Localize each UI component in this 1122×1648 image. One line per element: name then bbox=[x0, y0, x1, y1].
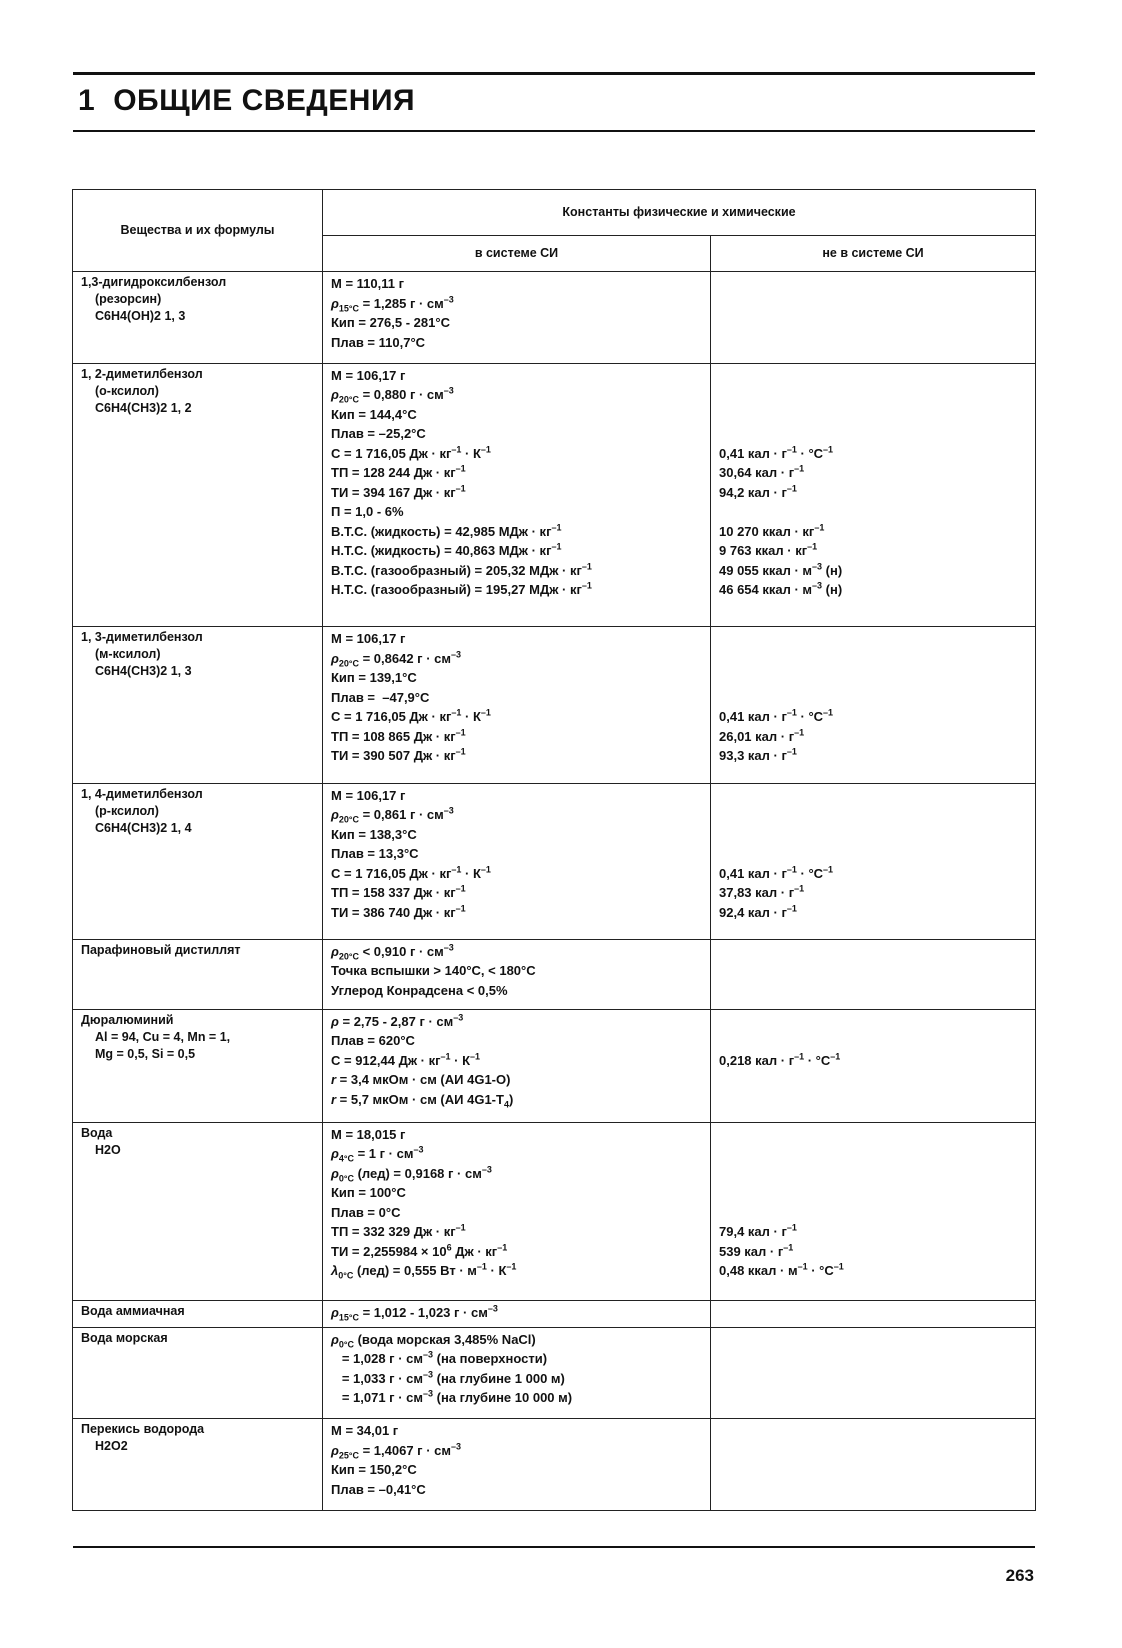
header-si: в системе СИ bbox=[323, 236, 711, 272]
non-si-value bbox=[719, 333, 1027, 353]
substance-formula-line: C6H4(CH3)2 1, 4 bbox=[95, 820, 192, 835]
substance-name: 1, 2-диметилбензол bbox=[81, 366, 203, 381]
non-si-values-cell bbox=[711, 363, 1036, 627]
si-value: ρ = 2,75 - 2,87 $г \cdot см^{-3}$ bbox=[331, 1012, 464, 1029]
si-value: M = 106,17 г bbox=[331, 367, 406, 383]
non-si-value bbox=[719, 1090, 1027, 1110]
si-value: ТП = 332 329 Дж · $кг^{-1}$ bbox=[331, 1223, 466, 1240]
si-value: = 1,028 $г \cdot см^{-3}$ (на поверхности) bbox=[331, 1349, 548, 1367]
si-value: Кип = 276,5 - 281°C bbox=[331, 315, 450, 330]
si-values-cell bbox=[323, 1327, 711, 1419]
si-value: r = 5,7 мкОм · см (АИ $4G1-T_4$) bbox=[331, 1091, 514, 1110]
substance-cell bbox=[73, 627, 323, 783]
si-value: П = 1,0 - 6% bbox=[331, 504, 404, 520]
si-value: C = 1 716,05 Дж · $кг^{-1} \cdot К^{-1}$ bbox=[331, 444, 491, 461]
top-rule bbox=[73, 72, 1035, 75]
non-si-value bbox=[719, 405, 1027, 425]
page-title bbox=[78, 84, 415, 118]
chapter-title: ОБЩИЕ СВЕДЕНИЯ bbox=[113, 84, 416, 117]
non-si-value bbox=[719, 844, 1027, 864]
substance-name: 1, 4-диметилбензол bbox=[81, 786, 203, 801]
si-value: C = 1 716,05 Дж · $кг^{-1} \cdot К^{-1}$ bbox=[331, 864, 491, 881]
non-si-value bbox=[719, 502, 1027, 522]
non-si-value bbox=[719, 274, 1027, 294]
substance-cell bbox=[73, 1327, 323, 1419]
non-si-value bbox=[719, 1330, 1027, 1350]
si-value: Кип = 100°C bbox=[331, 1185, 406, 1201]
table-row bbox=[73, 1419, 1036, 1511]
si-value: C = 912,44 Дж · $кг^{-1} \cdot К^{-1}$ bbox=[331, 1051, 481, 1068]
non-si-value bbox=[719, 1349, 1027, 1369]
si-values-cell bbox=[323, 1419, 711, 1511]
substance-name: Парафиновый дистиллят bbox=[81, 942, 241, 957]
table-row bbox=[73, 363, 1036, 627]
non-si-value: 46 654 ккал · $м^{-3}$ (н) bbox=[719, 580, 843, 598]
si-values-cell bbox=[323, 783, 711, 939]
si-value: Кип = 150,2°C bbox=[331, 1462, 417, 1478]
header-constants: Константы физические и химические bbox=[323, 190, 1036, 236]
non-si-value bbox=[719, 1164, 1027, 1184]
non-si-value: 94,2 кал · $г^{-1}$ bbox=[719, 483, 797, 500]
si-value: Углерод Конрадсена < 0,5% bbox=[331, 982, 508, 998]
non-si-value: 92,4 кал · $г^{-1}$ bbox=[719, 903, 797, 920]
substance-name: Дюралюминий bbox=[81, 1012, 174, 1027]
non-si-value: 37,83 кал · $г^{-1}$ bbox=[719, 883, 805, 901]
non-si-values-cell bbox=[711, 1009, 1036, 1122]
si-value: ТП = 158 337 Дж · $кг^{-1}$ bbox=[331, 883, 466, 901]
si-value: Н.Т.С. (жидкость) = 40,863 МДж · $кг^{-1}$ bbox=[331, 541, 562, 559]
non-si-value bbox=[719, 1480, 1027, 1500]
title-rule bbox=[73, 130, 1035, 132]
si-value: Плав = –47,9°C bbox=[331, 689, 430, 705]
substance-formula-line: (p-ксилол) bbox=[95, 803, 159, 818]
substance-formula-line: H2O bbox=[95, 1142, 121, 1157]
non-si-value: 93,3 кал · $г^{-1}$ bbox=[719, 747, 797, 764]
substance-formula-line: H2O2 bbox=[95, 1439, 128, 1454]
non-si-value bbox=[719, 1421, 1027, 1441]
substance-formula-line: C6H4(CH3)2 1, 2 bbox=[95, 400, 192, 415]
si-value: Плав = 110,7°C bbox=[331, 334, 426, 350]
si-value: = 1,033 $г \cdot см^{-3}$ (на глубине 1 000 м) bbox=[331, 1369, 565, 1386]
si-value: В.Т.С. (газообразный) = 205,32 МДж · $кг^{-1}$ bbox=[331, 561, 592, 578]
non-si-value bbox=[719, 825, 1027, 845]
constants-table bbox=[72, 189, 1036, 1511]
si-value: M = 34,01 г bbox=[331, 1423, 399, 1439]
non-si-value bbox=[719, 1144, 1027, 1164]
substance-formula-line: Al = 94, Cu = 4, Mn = 1, bbox=[95, 1029, 231, 1044]
non-si-value bbox=[719, 1070, 1027, 1090]
non-si-value bbox=[719, 981, 1027, 1001]
non-si-value: 539 кал · $г^{-1}$ bbox=[719, 1242, 794, 1259]
non-si-values-cell bbox=[711, 1122, 1036, 1300]
substance-cell bbox=[73, 1419, 323, 1511]
si-values-cell bbox=[323, 363, 711, 627]
non-si-value: 10 270 ккал · $кг^{-1}$ bbox=[719, 522, 825, 539]
si-value: Плав = 620°C bbox=[331, 1033, 415, 1049]
si-value: ТИ = 386 740 Дж · $кг^{-1}$ bbox=[331, 903, 466, 920]
si-values-cell bbox=[323, 1122, 711, 1300]
chapter-number: 1 bbox=[78, 84, 96, 117]
si-value: $\rho_{15^\circ C} = 1,012 - 1,023$ $г \cdot см^{-3}$ bbox=[331, 1303, 498, 1323]
si-value: M = 106,17 г bbox=[331, 631, 406, 647]
si-value: ТИ = $2,255984 \times 10^6$ Дж · $кг^{-1}$ bbox=[331, 1242, 508, 1259]
non-si-value: 9 763 ккал · $кг^{-1}$ bbox=[719, 541, 818, 559]
non-si-value bbox=[719, 1460, 1027, 1480]
si-values-cell bbox=[323, 627, 711, 783]
si-value: Точка вспышки > 140°C, < 180°C bbox=[331, 963, 536, 979]
non-si-value: 0,41 кал · $г^{-1} \cdot ^\circ С^{-1}$ bbox=[719, 864, 834, 881]
si-value: Н.Т.С. (газообразный) = 195,27 МДж · $кг^{-1}$ bbox=[331, 580, 592, 598]
table-row bbox=[73, 272, 1036, 364]
si-value: ТИ = 390 507 Дж · $кг^{-1}$ bbox=[331, 747, 466, 764]
non-si-value bbox=[719, 961, 1027, 981]
si-value: M = 110,11 г bbox=[331, 276, 404, 291]
non-si-values-cell bbox=[711, 1327, 1036, 1419]
substance-cell bbox=[73, 363, 323, 627]
non-si-value: 0,48 ккал · $м^{-1} \cdot ^\circ С^{-1}$ bbox=[719, 1262, 844, 1279]
substance-formula-line: (резорсин) bbox=[95, 292, 162, 306]
substance-cell bbox=[73, 783, 323, 939]
non-si-values-cell bbox=[711, 1300, 1036, 1327]
si-values-cell bbox=[323, 1009, 711, 1122]
si-value: Плав = 0°C bbox=[331, 1204, 401, 1220]
non-si-value bbox=[719, 629, 1027, 649]
si-value: Кип = 139,1°C bbox=[331, 670, 417, 686]
substance-cell bbox=[73, 1300, 323, 1327]
non-si-value bbox=[719, 385, 1027, 405]
non-si-value bbox=[719, 1441, 1027, 1461]
si-value: Кип = 138,3°C bbox=[331, 826, 417, 842]
non-si-values-cell bbox=[711, 627, 1036, 783]
substance-name: Вода bbox=[81, 1125, 113, 1140]
non-si-value: 0,41 кал · $г^{-1} \cdot ^\circ С^{-1}$ bbox=[719, 444, 834, 461]
table-row bbox=[73, 1009, 1036, 1122]
non-si-value: 79,4 кал · $г^{-1}$ bbox=[719, 1223, 797, 1240]
si-value: Кип = 144,4°C bbox=[331, 406, 417, 422]
substance-formula-line: C6H4(CH3)2 1, 3 bbox=[95, 664, 192, 679]
non-si-value: 0,41 кал · $г^{-1} \cdot ^\circ С^{-1}$ bbox=[719, 708, 834, 725]
non-si-value: 0,218 кал · $г^{-1} \cdot ^\circ С^{-1}$ bbox=[719, 1051, 841, 1068]
table-row bbox=[73, 1122, 1036, 1300]
table-row bbox=[73, 627, 1036, 783]
non-si-value: 49 055 ккал · $м^{-3}$ (н) bbox=[719, 561, 843, 578]
substance-name: Вода морская bbox=[81, 1330, 168, 1345]
substance-cell bbox=[73, 1009, 323, 1122]
substance-formula-line: Mg = 0,5, Si = 0,5 bbox=[95, 1046, 196, 1061]
page-number: 263 bbox=[1005, 1566, 1034, 1585]
non-si-value bbox=[719, 313, 1027, 333]
si-value: $\rho_{20^\circ C} = 0,861$ $г \cdot см^{-3}$ bbox=[331, 805, 454, 825]
si-value: Плав = –25,2°C bbox=[331, 426, 426, 442]
table-body bbox=[73, 272, 1036, 1511]
header-non-si: не в системе СИ bbox=[711, 236, 1036, 272]
non-si-value bbox=[719, 786, 1027, 806]
table-row bbox=[73, 783, 1036, 939]
si-value: $\rho_{4^\circ C} = 1$ $г \cdot см^{-3}$ bbox=[331, 1145, 424, 1165]
non-si-value bbox=[719, 1125, 1027, 1145]
si-value: ТП = 108 865 Дж · $кг^{-1}$ bbox=[331, 727, 466, 744]
non-si-values-cell bbox=[711, 939, 1036, 1009]
non-si-value: 26,01 кал · $г^{-1}$ bbox=[719, 727, 805, 744]
si-value: $\rho_{15^\circ C} = 1,285$ $г \cdot см^{-3}$ bbox=[331, 294, 454, 314]
non-si-value bbox=[719, 1203, 1027, 1223]
si-value: $\lambda_{0^\circ C}$ (лед) = 0,555 Вт · $м^{-1} \cdot К^{-1}$ bbox=[331, 1262, 517, 1282]
non-si-value bbox=[719, 1303, 1027, 1323]
non-si-value bbox=[719, 1031, 1027, 1051]
si-value: $\rho_{25^\circ C} = 1,4067$ $г \cdot см^{-3}$ bbox=[331, 1441, 462, 1461]
substance-cell bbox=[73, 272, 323, 364]
si-value: $\rho_{20^\circ C} < 0,910$ $г \cdot см^{-3}$ bbox=[331, 942, 454, 962]
table-row bbox=[73, 1300, 1036, 1327]
non-si-value bbox=[719, 668, 1027, 688]
non-si-value bbox=[719, 688, 1027, 708]
si-value: M = 18,015 г bbox=[331, 1126, 406, 1142]
si-values-cell bbox=[323, 1300, 711, 1327]
si-value: C = 1 716,05 Дж · $кг^{-1} \cdot К^{-1}$ bbox=[331, 708, 491, 725]
substance-name: 1,3-дигидроксилбензол bbox=[81, 275, 227, 289]
si-value: $\rho_{20^\circ C} = 0,880$ $г \cdot см^{-3}$ bbox=[331, 385, 454, 405]
si-value: $\rho_{0^\circ C}$ (вода морская 3,485% NaCl) bbox=[331, 1331, 536, 1350]
si-value: r = 3,4 мкОм · см (АИ 4G1-O) bbox=[331, 1072, 511, 1088]
si-value: = 1,071 $г \cdot см^{-3}$ (на глубине 10 000 м) bbox=[331, 1388, 573, 1406]
non-si-value: 30,64 кал · $г^{-1}$ bbox=[719, 463, 805, 481]
non-si-values-cell bbox=[711, 1419, 1036, 1511]
header-substances: Вещества и их формулы bbox=[73, 190, 323, 272]
si-values-cell bbox=[323, 272, 711, 364]
non-si-value bbox=[719, 424, 1027, 444]
substance-formula-line: C6H4(OH)2 1, 3 bbox=[95, 309, 186, 323]
table-row bbox=[73, 939, 1036, 1009]
bottom-rule bbox=[73, 1546, 1035, 1548]
substance-formula-line: (м-ксилол) bbox=[95, 647, 161, 662]
si-value: $\rho_{20^\circ C} = 0,8642$ $г \cdot см^{-3}$ bbox=[331, 649, 462, 669]
si-value: ТП = 128 244 Дж · $кг^{-1}$ bbox=[331, 463, 466, 481]
non-si-value bbox=[719, 649, 1027, 669]
non-si-values-cell bbox=[711, 272, 1036, 364]
non-si-value bbox=[719, 1388, 1027, 1408]
si-value: M = 106,17 г bbox=[331, 787, 406, 803]
table-row bbox=[73, 1327, 1036, 1419]
non-si-value bbox=[719, 1369, 1027, 1389]
non-si-value bbox=[719, 294, 1027, 314]
si-value: Плав = 13,3°C bbox=[331, 846, 419, 862]
si-value: ТИ = 394 167 Дж · $кг^{-1}$ bbox=[331, 483, 466, 500]
non-si-values-cell bbox=[711, 783, 1036, 939]
substance-formula-line: (o-ксилол) bbox=[95, 383, 159, 398]
si-value: Плав = –0,41°C bbox=[331, 1481, 426, 1497]
substance-cell bbox=[73, 939, 323, 1009]
si-values-cell bbox=[323, 939, 711, 1009]
non-si-value bbox=[719, 805, 1027, 825]
substance-name: Вода аммиачная bbox=[81, 1303, 185, 1318]
si-value: $\rho_{0^\circ C}$ (лед) = 0,9168 $г \cdot см^{-3}$ bbox=[331, 1164, 492, 1184]
substance-name: 1, 3-диметилбензол bbox=[81, 630, 203, 645]
substance-name: Перекись водорода bbox=[81, 1422, 205, 1437]
si-value: В.Т.С. (жидкость) = 42,985 МДж · $кг^{-1}$ bbox=[331, 522, 562, 539]
non-si-value bbox=[719, 366, 1027, 386]
non-si-value bbox=[719, 1012, 1027, 1032]
non-si-value bbox=[719, 942, 1027, 962]
non-si-value bbox=[719, 1183, 1027, 1203]
substance-cell bbox=[73, 1122, 323, 1300]
